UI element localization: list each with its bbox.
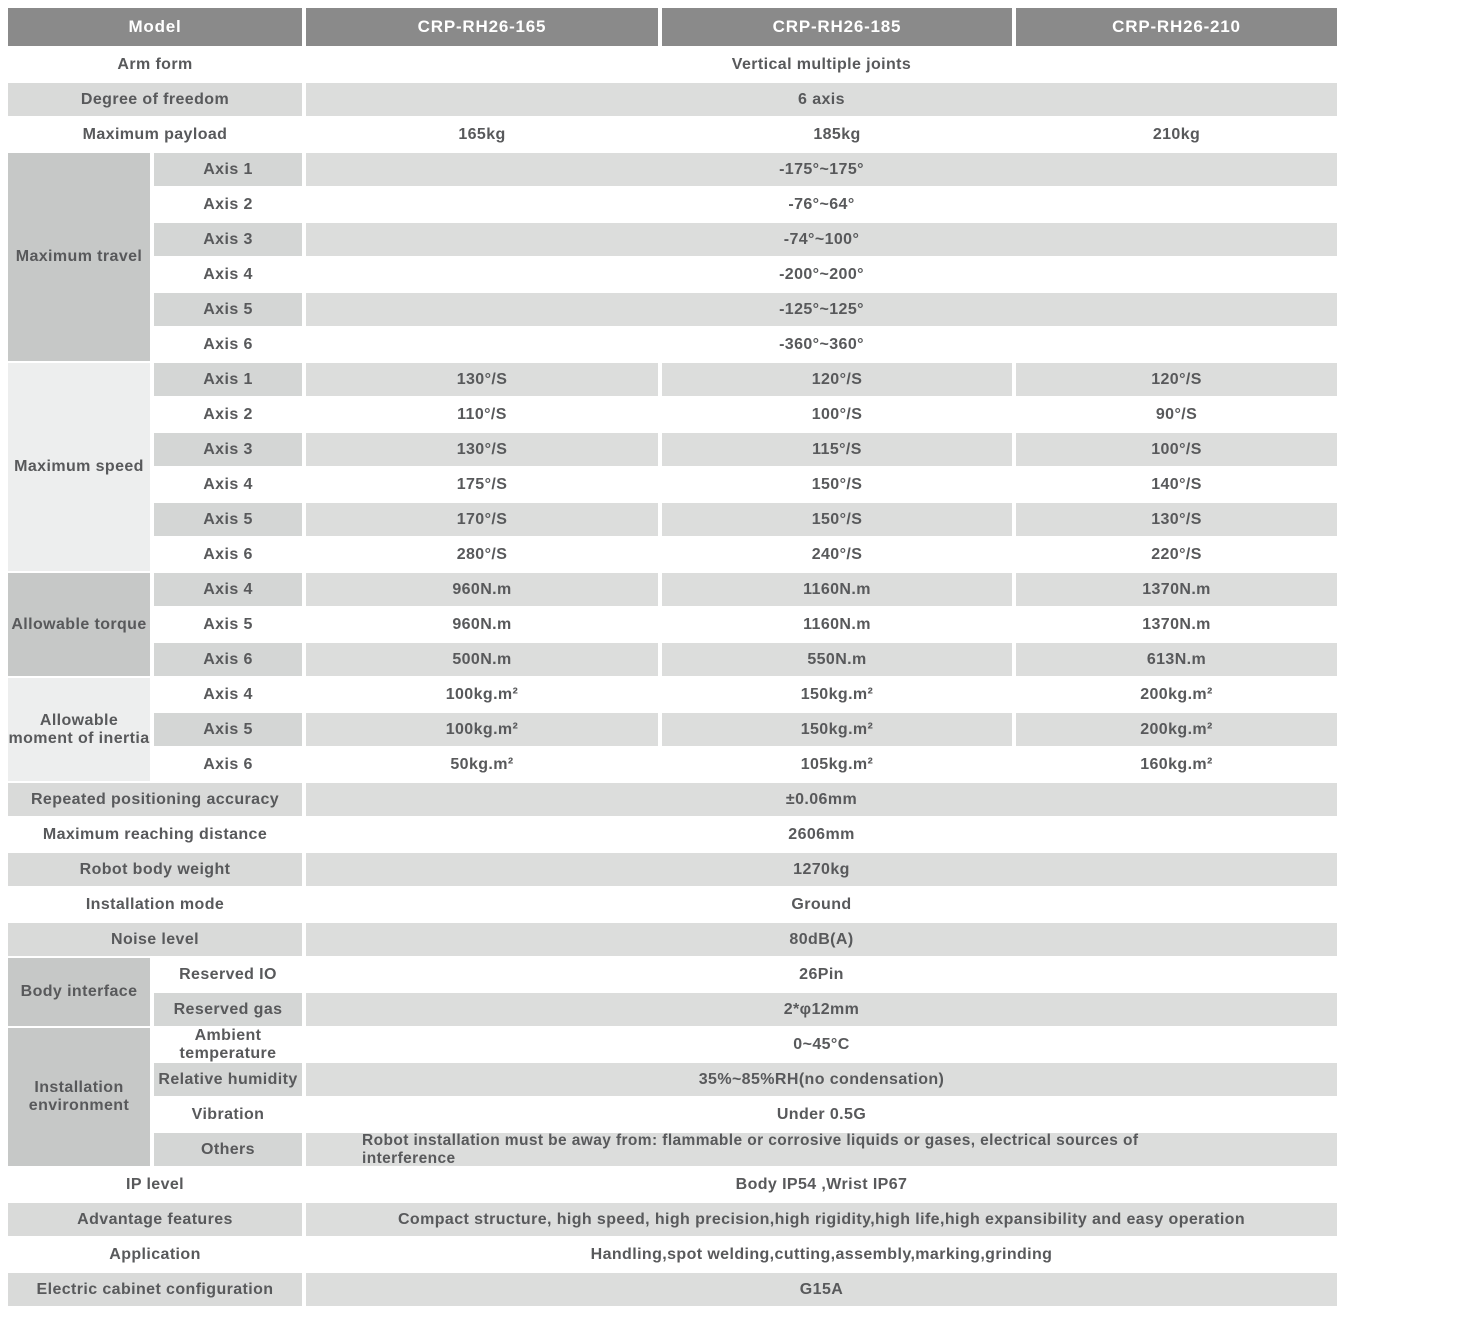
value-electric-cabinet-configuration: G15A <box>306 1273 1337 1306</box>
row-label-maximum-payload: Maximum payload <box>8 118 302 151</box>
row-label-noise-level: Noise level <box>8 923 302 956</box>
value-inertia: 160kg.m² <box>1016 748 1337 781</box>
row-label-maximum-reaching-distance: Maximum reaching distance <box>8 818 302 851</box>
axis-label: Axis 2 <box>154 398 302 431</box>
sub-label-reserved-io: Reserved IO <box>154 958 302 991</box>
value-speed: 90°/S <box>1016 398 1337 431</box>
axis-label: Axis 3 <box>154 223 302 256</box>
header-model-cell: Model <box>8 8 302 46</box>
value-speed: 130°/S <box>1016 503 1337 536</box>
value-payload-210: 210kg <box>1016 118 1337 151</box>
axis-label: Axis 2 <box>154 188 302 221</box>
row-label-advantage-features: Advantage features <box>8 1203 302 1236</box>
value-arm-form: Vertical multiple joints <box>306 48 1337 81</box>
value-speed: 110°/S <box>306 398 658 431</box>
value-speed: 100°/S <box>1016 433 1337 466</box>
value-speed: 170°/S <box>306 503 658 536</box>
value-torque: 960N.m <box>306 573 658 606</box>
value-speed: 175°/S <box>306 468 658 501</box>
value-speed: 100°/S <box>662 398 1012 431</box>
value-speed: 120°/S <box>662 363 1012 396</box>
group-label-maximum-travel: Maximum travel <box>8 153 150 361</box>
value-inertia: 100kg.m² <box>306 713 658 746</box>
value-application: Handling,spot welding,cutting,assembly,marking,grinding <box>306 1238 1337 1271</box>
axis-label: Axis 6 <box>154 538 302 571</box>
value-travel: -125°~125° <box>306 293 1337 326</box>
axis-label: Axis 5 <box>154 293 302 326</box>
row-label-ip-level: IP level <box>8 1168 302 1201</box>
header-model-165: CRP-RH26-165 <box>306 8 658 46</box>
value-noise-level: 80dB(A) <box>306 923 1337 956</box>
value-speed: 240°/S <box>662 538 1012 571</box>
value-payload-165: 165kg <box>306 118 658 151</box>
value-torque: 1370N.m <box>1016 608 1337 641</box>
value-speed: 220°/S <box>1016 538 1337 571</box>
axis-label: Axis 5 <box>154 713 302 746</box>
axis-label: Axis 1 <box>154 153 302 186</box>
value-travel: -360°~360° <box>306 328 1337 361</box>
axis-label: Axis 4 <box>154 258 302 291</box>
value-speed: 150°/S <box>662 503 1012 536</box>
value-speed: 140°/S <box>1016 468 1337 501</box>
value-torque: 613N.m <box>1016 643 1337 676</box>
value-weight: 1270kg <box>306 853 1337 886</box>
value-advantage-features: Compact structure, high speed, high precision,high rigidity,high life,high expansibility and easy operation <box>306 1203 1337 1236</box>
axis-label: Axis 1 <box>154 363 302 396</box>
sub-label-ambient-temperature: Ambient temperature <box>154 1028 302 1061</box>
row-label-electric-cabinet-configuration: Electric cabinet configuration <box>8 1273 302 1306</box>
row-label-application: Application <box>8 1238 302 1271</box>
sub-label-relative-humidity: Relative humidity <box>154 1063 302 1096</box>
axis-label: Axis 6 <box>154 748 302 781</box>
group-label-allowable-torque: Allowable torque <box>8 573 150 676</box>
value-torque: 500N.m <box>306 643 658 676</box>
group-label-allowable-moment-of-inertia: Allowable moment of inertia <box>8 678 150 781</box>
value-inertia: 105kg.m² <box>662 748 1012 781</box>
value-torque: 1370N.m <box>1016 573 1337 606</box>
value-speed: 120°/S <box>1016 363 1337 396</box>
value-inertia: 50kg.m² <box>306 748 658 781</box>
axis-label: Axis 3 <box>154 433 302 466</box>
value-travel: -200°~200° <box>306 258 1337 291</box>
value-torque: 1160N.m <box>662 573 1012 606</box>
value-inertia: 200kg.m² <box>1016 678 1337 711</box>
value-others: Robot installation must be away from: flammable or corrosive liquids or gases, electrical sources of interference <box>306 1133 1337 1166</box>
row-label-degree-of-freedom: Degree of freedom <box>8 83 302 116</box>
row-label-arm-form: Arm form <box>8 48 302 81</box>
axis-label: Axis 5 <box>154 608 302 641</box>
value-travel: -76°~64° <box>306 188 1337 221</box>
value-torque: 1160N.m <box>662 608 1012 641</box>
value-travel: -74°~100° <box>306 223 1337 256</box>
row-label-repeated-positioning-accuracy: Repeated positioning accuracy <box>8 783 302 816</box>
axis-label: Axis 5 <box>154 503 302 536</box>
value-torque: 550N.m <box>662 643 1012 676</box>
value-speed: 130°/S <box>306 363 658 396</box>
value-speed: 130°/S <box>306 433 658 466</box>
axis-label: Axis 4 <box>154 678 302 711</box>
sub-label-vibration: Vibration <box>154 1098 302 1131</box>
value-reserved-io: 26Pin <box>306 958 1337 991</box>
value-ambient-temperature: 0~45°C <box>306 1028 1337 1061</box>
value-speed: 280°/S <box>306 538 658 571</box>
value-speed: 115°/S <box>662 433 1012 466</box>
value-degree-of-freedom: 6 axis <box>306 83 1337 116</box>
group-label-installation-environment: Installation environment <box>8 1028 150 1166</box>
header-model-185: CRP-RH26-185 <box>662 8 1012 46</box>
value-accuracy: ±0.06mm <box>306 783 1337 816</box>
value-inertia: 150kg.m² <box>662 713 1012 746</box>
row-label-installation-mode: Installation mode <box>8 888 302 921</box>
group-label-maximum-speed: Maximum speed <box>8 363 150 571</box>
axis-label: Axis 4 <box>154 468 302 501</box>
value-payload-185: 185kg <box>662 118 1012 151</box>
axis-label: Axis 6 <box>154 643 302 676</box>
axis-label: Axis 4 <box>154 573 302 606</box>
value-ip-level: Body IP54 ,Wrist IP67 <box>306 1168 1337 1201</box>
value-inertia: 200kg.m² <box>1016 713 1337 746</box>
value-speed: 150°/S <box>662 468 1012 501</box>
value-inertia: 150kg.m² <box>662 678 1012 711</box>
row-label-robot-body-weight: Robot body weight <box>8 853 302 886</box>
value-inertia: 100kg.m² <box>306 678 658 711</box>
value-vibration: Under 0.5G <box>306 1098 1337 1131</box>
axis-label: Axis 6 <box>154 328 302 361</box>
header-model-210: CRP-RH26-210 <box>1016 8 1337 46</box>
sub-label-reserved-gas: Reserved gas <box>154 993 302 1026</box>
value-torque: 960N.m <box>306 608 658 641</box>
value-reserved-gas: 2*φ12mm <box>306 993 1337 1026</box>
group-label-body-interface: Body interface <box>8 958 150 1026</box>
spec-table <box>8 8 1337 1306</box>
value-relative-humidity: 35%~85%RH(no condensation) <box>306 1063 1337 1096</box>
value-installation-mode: Ground <box>306 888 1337 921</box>
value-reach: 2606mm <box>306 818 1337 851</box>
value-travel: -175°~175° <box>306 153 1337 186</box>
sub-label-others: Others <box>154 1133 302 1166</box>
